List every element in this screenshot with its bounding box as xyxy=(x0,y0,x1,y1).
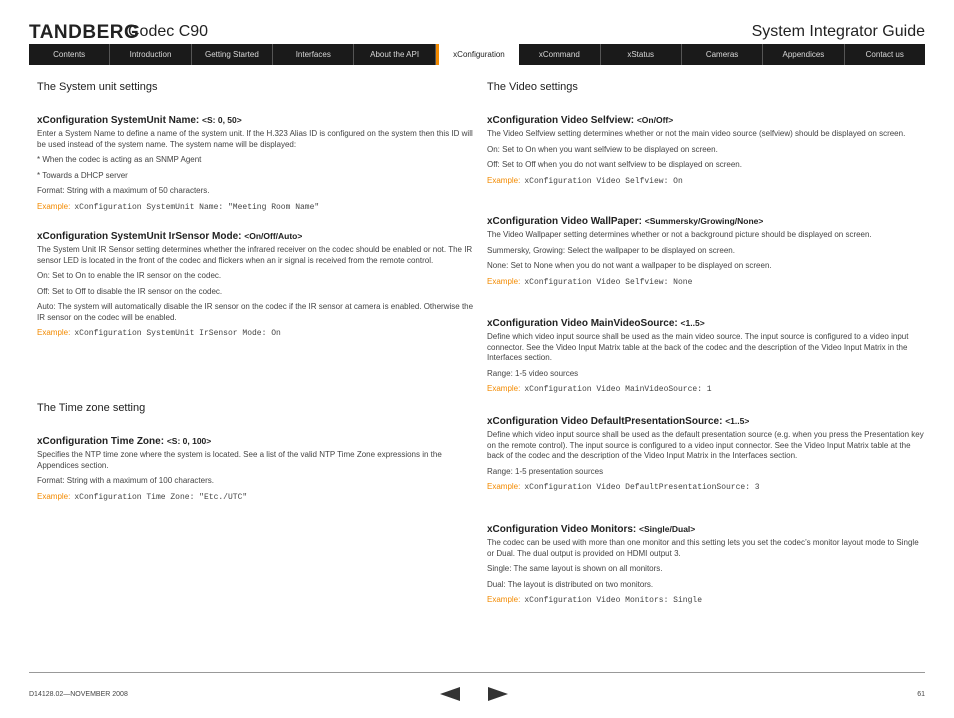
footer-divider xyxy=(29,672,925,673)
tab-xconfiguration[interactable]: xConfiguration xyxy=(436,44,519,65)
page-number: 61 xyxy=(917,691,925,698)
setting-description: Define which video input source shall be used as the default presentation source (e.g. when you press the Presentation key on the remote control). The input source is configured to a video input connector. See the Video Input Matrix table at the back of the codec and the description of the Video Input Matrix in the Interfaces section. xyxy=(487,430,924,460)
setting-description: The System Unit IR Sensor setting determines whether the infrared receiver on the codec should be enabled or not. The IR sensor LED is located in the front of the codec and flickers when an ir signal is received from the remote control. xyxy=(37,245,473,265)
setting-example xyxy=(487,176,927,186)
setting-options: <S: 0, 100> xyxy=(166,436,212,446)
setting-heading-text: xConfiguration Time Zone: xyxy=(37,436,165,447)
setting-heading xyxy=(37,436,477,447)
setting-option-off: Off: Set to Off to disable the IR sensor on the codec. xyxy=(37,286,223,296)
example-label: Example: xyxy=(487,482,521,491)
setting-example xyxy=(37,492,477,502)
setting-video-monitors xyxy=(487,524,927,605)
setting-option-auto: Auto: The system will automatically disable the IR sensor on the codec if the IR sensor at camera is enabled. Otherwise the IR sensor on the codec will be enabled. xyxy=(37,302,474,322)
tab-introduction[interactable]: Introduction xyxy=(110,44,191,65)
example-code: xConfiguration SystemUnit Name: "Meeting Room Name" xyxy=(74,202,320,212)
example-code: xConfiguration Time Zone: "Etc./UTC" xyxy=(74,492,248,502)
setting-time-zone xyxy=(37,436,477,502)
setting-heading-text: xConfiguration Video MainVideoSource: xyxy=(487,318,678,329)
section-title-time-zone: The Time zone setting xyxy=(37,402,146,414)
guide-title: System Integrator Guide xyxy=(751,23,925,40)
setting-options: <On/Off/Auto> xyxy=(244,231,303,241)
setting-option-summersky-growing: Summersky, Growing: Select the wallpaper to be displayed on screen. xyxy=(487,245,735,255)
setting-example xyxy=(487,277,927,287)
setting-options: <Summersky/Growing/None> xyxy=(644,216,764,226)
example-label: Example: xyxy=(487,384,521,393)
tab-xcommand[interactable]: xCommand xyxy=(519,44,600,65)
setting-option-dual: Dual: The layout is distributed on two monitors. xyxy=(487,579,654,589)
tab-getting-started[interactable]: Getting Started xyxy=(192,44,273,65)
setting-heading xyxy=(487,216,927,227)
product-name: Codec C90 xyxy=(128,23,209,40)
setting-option-off: Off: Set to Off when you do not want selfview to be displayed on screen. xyxy=(487,160,742,169)
setting-example xyxy=(487,384,927,394)
setting-options: <Single/Dual> xyxy=(639,524,696,534)
tab-xstatus[interactable]: xStatus xyxy=(601,44,682,65)
setting-heading xyxy=(37,231,477,242)
setting-heading-text: xConfiguration Video Selfview: xyxy=(487,115,635,126)
top-nav xyxy=(29,44,925,65)
example-code: xConfiguration Video Selfview: None xyxy=(524,277,693,287)
setting-video-wallpaper xyxy=(487,216,927,287)
setting-description: The Video Selfview setting determines whether or not the main video source (selfview) should be displayed on screen. xyxy=(487,129,906,138)
section-title-video: The Video settings xyxy=(487,81,578,93)
setting-heading-text: xConfiguration SystemUnit Name: xyxy=(37,115,200,126)
tab-contact-us[interactable]: Contact us xyxy=(865,50,904,59)
document-id: D14128.02—NOVEMBER 2008 xyxy=(29,691,128,698)
setting-bullet: * Towards a DHCP server xyxy=(37,170,128,180)
example-code: xConfiguration Video Monitors: Single xyxy=(524,596,702,605)
setting-heading xyxy=(487,416,927,427)
setting-heading-text: xConfiguration Video WallPaper: xyxy=(487,216,643,227)
tab-appendices[interactable]: Appendices xyxy=(763,44,844,65)
brand-logo: TANDBERG xyxy=(29,22,140,43)
setting-description: The Video Wallpaper setting determines whether or not a background picture should be displayed on screen. xyxy=(487,230,872,239)
setting-option-on: On: Set to On to enable the IR sensor on the codec. xyxy=(37,271,222,280)
example-label: Example: xyxy=(487,595,521,604)
section-title-system-unit: The System unit settings xyxy=(37,81,158,93)
example-label: Example: xyxy=(37,328,71,337)
setting-heading xyxy=(37,115,477,126)
setting-heading xyxy=(487,524,927,535)
setting-example xyxy=(37,328,477,338)
setting-range: Range: 1-5 video sources xyxy=(487,368,579,378)
arrow-right-icon[interactable] xyxy=(488,687,508,701)
setting-systemunit-irsensor xyxy=(37,231,477,338)
setting-video-mainvideosource xyxy=(487,318,927,394)
setting-description: Enter a System Name to define a name of the system unit. If the H.323 Alias ID is configured on the system then this ID will be used instead of the system name. The system name will be displayed: xyxy=(37,129,473,149)
example-label: Example: xyxy=(37,201,71,211)
tab-about-the-api[interactable]: About the API xyxy=(354,44,435,65)
example-code: xConfiguration Video Selfview: On xyxy=(524,176,683,186)
example-label: Example: xyxy=(487,175,521,185)
setting-video-selfview xyxy=(487,115,927,186)
setting-description: Specifies the NTP time zone where the system is located. See a list of the valid NTP Time Zone expressions in the Appendices section. xyxy=(37,450,442,470)
setting-format: Format: String with a maximum of 50 characters. xyxy=(37,186,210,195)
setting-options: <S: 0, 50> xyxy=(202,115,242,125)
setting-heading-text: xConfiguration Video DefaultPresentationSource: xyxy=(487,416,723,427)
setting-option-single: Single: The same layout is shown on all monitors. xyxy=(487,564,663,573)
setting-options: <On/Off> xyxy=(636,115,674,125)
setting-example xyxy=(487,595,927,605)
setting-systemunit-name xyxy=(37,115,477,212)
tab-contents[interactable]: Contents xyxy=(29,44,110,65)
header xyxy=(29,22,925,44)
tab-cameras[interactable]: Cameras xyxy=(682,44,763,65)
setting-range: Range: 1-5 presentation sources xyxy=(487,466,604,476)
arrow-left-icon[interactable] xyxy=(440,687,460,701)
setting-heading xyxy=(487,318,927,329)
setting-video-defaultpresentationsource xyxy=(487,416,927,492)
setting-heading-text: xConfiguration Video Monitors: xyxy=(487,524,637,535)
setting-example xyxy=(487,482,927,492)
setting-option-none: None: Set to None when you do not want a wallpaper to be displayed on screen. xyxy=(487,261,772,270)
example-code: xConfiguration SystemUnit IrSensor Mode: On xyxy=(74,329,281,338)
setting-description: Define which video input source shall be used as the main video source. The input source is configured to a video input connector. See the Video Input Matrix table at the back of the codec and the description of the Video Input Matrix in the Interfaces section. xyxy=(487,332,909,362)
setting-description: The codec can be used with more than one monitor and this setting lets you set the codec’s monitor layout mode to Single or Dual. The dual output is provided on HDMI output 3. xyxy=(487,538,919,558)
setting-option-on: On: Set to On when you want selfview to be displayed on screen. xyxy=(487,144,718,154)
setting-format: Format: String with a maximum of 100 characters. xyxy=(37,476,214,485)
setting-options: <1..5> xyxy=(725,416,750,426)
setting-heading xyxy=(487,115,927,126)
setting-bullet: * When the codec is acting as an SNMP Agent xyxy=(37,155,202,164)
setting-example xyxy=(37,202,477,212)
example-code: xConfiguration Video MainVideoSource: 1 xyxy=(524,385,712,394)
tab-interfaces[interactable]: Interfaces xyxy=(273,44,354,65)
example-label: Example: xyxy=(37,491,71,501)
setting-options: <1..5> xyxy=(680,318,705,328)
setting-heading-text: xConfiguration SystemUnit IrSensor Mode: xyxy=(37,231,242,242)
example-label: Example: xyxy=(487,276,521,286)
example-code: xConfiguration Video DefaultPresentationSource: 3 xyxy=(524,483,760,492)
